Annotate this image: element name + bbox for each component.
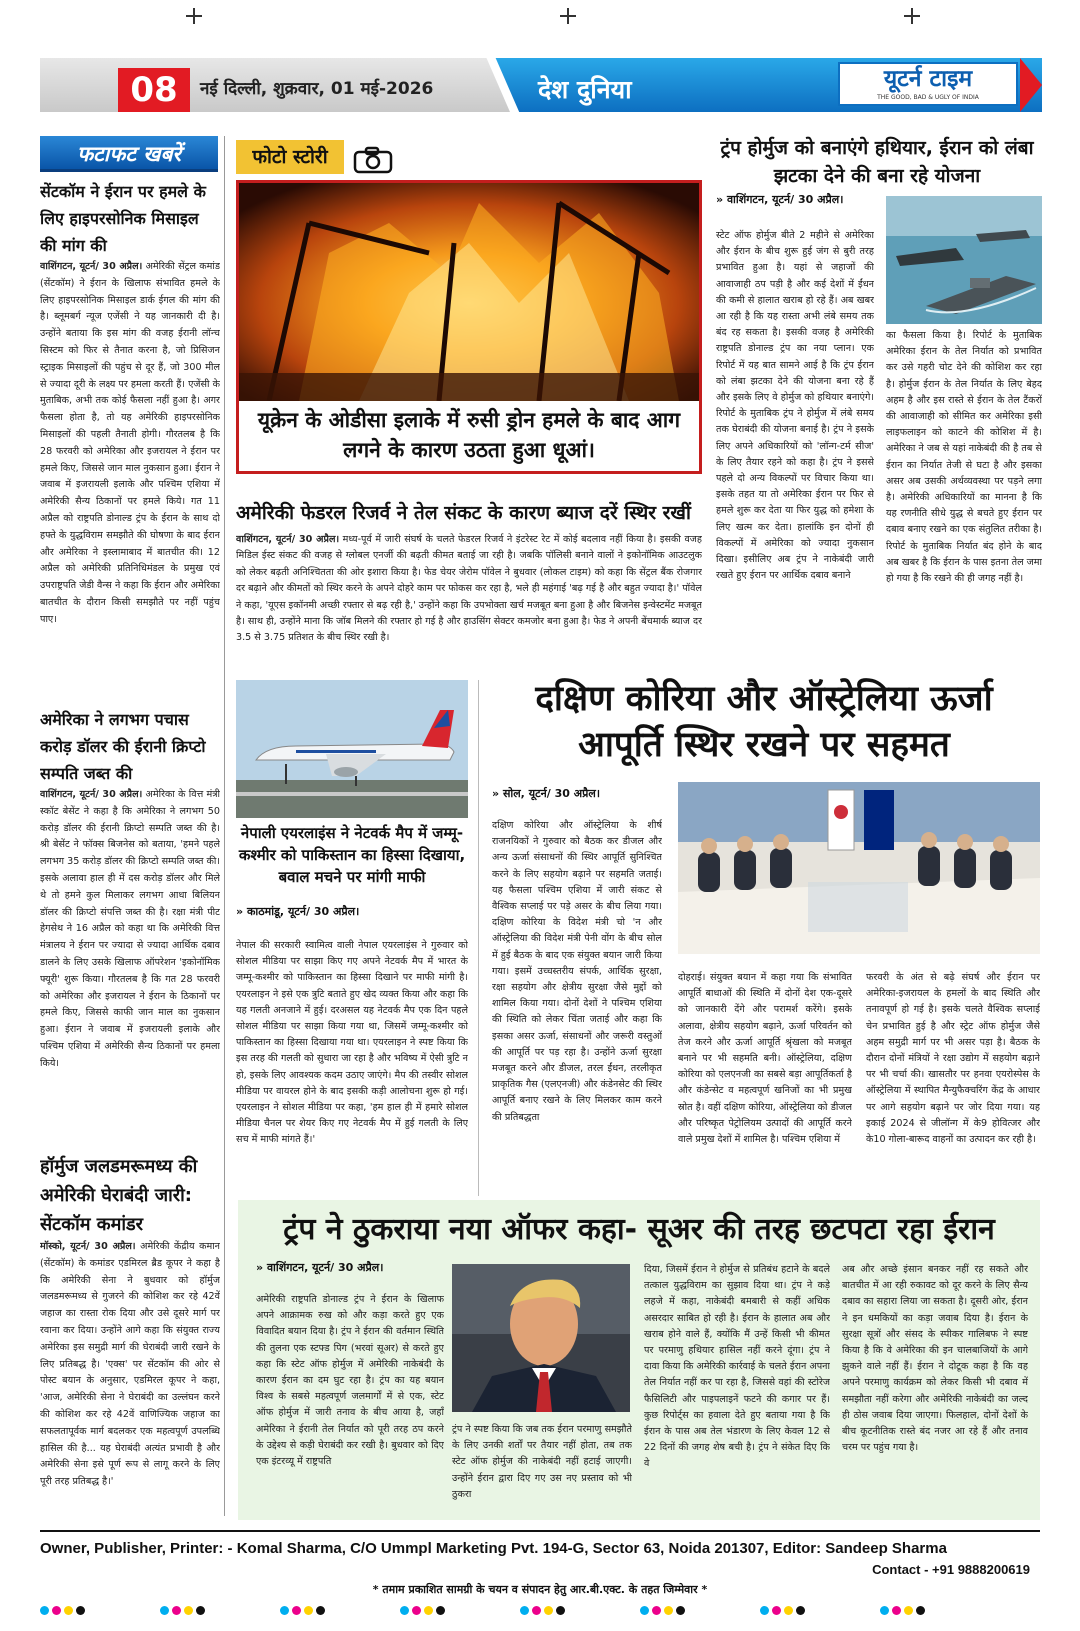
- article-dateline: मॉस्को, यूटर्न/ 30 अप्रैल।: [40, 1241, 136, 1252]
- masthead-arrow-icon: [1020, 58, 1042, 112]
- footer-note: * तमाम प्रकाशित सामग्री के चयन व संपादन हेतु आर.बी.एक्ट. के तहत जिम्मेवार *: [372, 1583, 708, 1596]
- korea-column-1: दक्षिण कोरिया और ऑस्ट्रेलिया के शीर्ष राजनयिकों ने गुरुवार को बैठक कर डीजल और अन्य ऊर्जा संसाधनों की स्थिर आपूर्ति सुनिश्चित करने के लिए सहयोग बढ़ाने पर सहमति जताई। यह फैसला पश्चिम एशिया में जारी संकट से वैश्विक सप्लाई पर पड़े असर के बीच लिया गया। दक्षिण कोरिया के विदेश मंत्री चो 'न और ऑस्ट्रेलिया की विदेश मंत्री पेनी वोंग के बीच सोल में हुई बैठक के बाद एक संयुक्त बयान जारी किया गया। इसमें उच्चस्तरीय संपर्क, आर्थिक सुरक्षा, रक्षा सहयोग और क्षेत्रीय सुरक्षा जैसे मुद्दों को शामिल किया गया। दोनों देशों ने पश्चिम एशिया की स्थिति को लेकर चिंता जताई और कहा कि इसका असर ऊर्जा, संसाधनों और जरूरी वस्तुओं की आपूर्ति पर पड़ रहा है। उन्होंने ऊर्जा सुरक्षा मजबूत करने और डीजल, तरल ईंधन, तरलीकृत प्राकृतिक गैस (एलएनजी) और कंडेनसेट की स्थिर आपूर्ति बनाए रखने के लिए मिलकर काम करने की प्रतिबद्धता: [492, 820, 662, 1123]
- article-dateline: वाशिंगटन, यूटर्न/ 30 अप्रैल।: [40, 789, 143, 800]
- page-number: 08: [118, 68, 190, 112]
- article-headline: हॉर्मुज जलडमरूमध्य की अमेरिकी घेराबंदी जारी: सेंटकॉम कमांडर: [40, 1156, 198, 1235]
- footer-contact: Contact - +91 9888200619: [872, 1562, 1030, 1577]
- crosshair-icon: [560, 8, 576, 24]
- trump-photo: [452, 1264, 630, 1412]
- airplane-photo: [236, 680, 468, 818]
- article-body: [40, 787, 220, 1073]
- trump-column-1: अमेरिकी राष्ट्रपति डोनाल्ड ट्रंप ने ईरान के खिलाफ अपने आक्रामक रुख को और कड़ा करते हुए एक विवादित बयान दिया है। ट्रंप ने ईरान की वर्तमान स्थिति की तुलना एक स्टफ्ड पिग (भरवां सूअर) से करते हुए कहा कि स्टेट ऑफ होर्मुज में अमेरिकी नाकेबंदी के कारण ईरान का दम घुट रहा है। ट्रंप का यह बयान विश्व के सबसे महत्वपूर्ण जलमार्गों में से एक, स्टेट ऑफ होर्मुज में जारी तनाव के बीच आया है, जहाँ अमेरिका ने ईरानी तेल निर्यात को पूरी तरह ठप करने के उद्देश्य से कड़ी घेराबंदी कर रखी है। बुधवार को दिए एक इंटरव्यू में राष्ट्रपति: [256, 1294, 444, 1468]
- trump-article-headline: ट्रंप ने ठुकराया नया ऑफर कहा- सूअर की तरह छटपटा रहा ईरान: [283, 1212, 995, 1247]
- article-headline: अमेरिका ने लगभग पचास करोड़ डॉलर की ईरानी क्रिप्टो सम्पति जब्त की: [40, 710, 206, 783]
- crosshair-icon: [904, 8, 920, 24]
- trump-column-3: दिया, जिसमें ईरान ने होर्मुज से प्रतिबंध हटाने के बदले तत्काल युद्धविराम का सुझाव दिया था। ट्रंप ने कड़े लहजे में कहा, नाकेबंदी बमबारी से कहीं अधिक असरदार साबित हो रही है। ईरान के हालात अब और खराब होने वाले हैं, क्योंकि मैं उन्हें किसी भी कीमत पर परमाणु हथियार हासिल नहीं करने दूंगा। ट्रंप ने दावा किया कि अमेरिकी कार्रवाई के चलते ईरान अपना तेल निर्यात नहीं कर पा रहा है, जिससे वहां की स्टोरेज फैसिलिटी और पाइपलाइनें फटने की कगार पर हैं। कुछ रिपोर्ट्स का हवाला देते हुए बताया गया है कि ईरान के पास अब तेल भंडारण के लिए केवल 12 से 22 दिनों की जगह शेष बची है। ट्रंप ने संकेत दिए कि वे: [644, 1264, 830, 1470]
- article-text: अमेरिका के वित्त मंत्री स्कॉट बेसेंट ने कहा है कि अमेरिका ने लगभग 50 करोड़ डॉलर की ईरानी क्रिप्टो सम्पति जब्त की है। श्री बेसेंट ने फॉक्स बिजनेस को बताया, 'हमने पहले लगभग 35 करोड़ डॉलर की क्रिप्टो सम्पति जब्त की। इसके अलावा हाल ही में दस करोड़ डॉलर और मिले थे तो हमने कुल मिलाकर लगभग आधा बिलियन डॉलर की क्रिप्टो संपत्ति जब्त की है। रक्षा मंत्री पीट हेगसेथ ने 16 अप्रैल को कहा था कि अमेरिकी वित्त मंत्रालय ने ईरान पर ज्यादा से ज्यादा आर्थिक दबाव डालने के लिए उसके खिलाफ ऑपरेशन 'इकोनॉमिक फ्यूरी' शुरू किया। गौरतलब है कि गत 28 फरवरी को अमेरिका और इजरायल ने ईरान के ठिकानों पर हमले किए, जिससे काफी जान माल का नुकसान हुआ। ईरान ने जवाब में इजरायली इलाके और पश्चिम एशिया में अमेरिकी सैन्य ठिकानों पर हमला किये।: [40, 789, 220, 1069]
- article-dateline: वाशिंगटन, यूटर्न/ 30 अप्रैल।: [236, 534, 340, 545]
- photo-story-label: फोटो स्टोरी: [236, 140, 344, 174]
- article-body: [40, 1239, 220, 1491]
- color-dots-icon: [400, 1606, 445, 1615]
- article-dateline: » वाशिंगटन, यूटर्न/ 30 अप्रैल।: [256, 1261, 384, 1274]
- dateline-text: सोल, यूटर्न/ 30 अप्रैल।: [502, 787, 600, 800]
- color-dots-icon: [40, 1606, 85, 1615]
- camera-icon: [353, 146, 393, 174]
- left-article-2: [40, 700, 220, 1146]
- color-dots-icon: [160, 1606, 205, 1615]
- fed-article-body: [236, 532, 702, 662]
- color-dots-icon: [640, 1606, 685, 1615]
- logo-text: यूटर्न टाइम: [883, 66, 973, 92]
- color-dots-icon: [280, 1606, 325, 1615]
- color-dots-icon: [520, 1606, 565, 1615]
- fire-photo: [239, 183, 699, 401]
- trump-column-4: अब और अच्छे इंसान बनकर नहीं रह सकते और बातचीत में आ रही रुकावट को दूर करने के लिए सैन्य दबाव का सहारा लिया जा सकता है। दूसरी ओर, ईरान ने इन धमकियों का कड़ा जवाब दिया है। ईरान के सुरक्षा सूत्रों और संसद के स्पीकर गालिबफ ने स्पष्ट किया है कि वे अमेरिका की इन चालबाजियों के आगे झुकने वाले नहीं हैं। ईरान ने दोटूक कहा है कि वह अपने परमाणु कार्यक्रम को लेकर किसी भी दबाव में समझौता नहीं करेगा और अमेरिकी नाकेबंदी का जल्द ही ठोस जवाब दिया जाएगा। फिलहाल, दोनों देशों के बीच कूटनीतिक रास्ते बंद नजर आ रहे हैं और तनाव चरम पर पहुंच गया है।: [842, 1264, 1028, 1454]
- registration-marks-top: [0, 8, 1080, 28]
- dateline-text: वाशिंगटन, यूटर्न/ 30 अप्रैल।: [726, 193, 844, 206]
- left-article-1: [40, 172, 220, 700]
- fed-article-headline: अमेरिकी फेडरल रिजर्व ने तेल संकट के कारण ब्याज दरें स्थिर रखीं: [236, 502, 691, 524]
- diplomats-meeting-photo: [678, 782, 1040, 954]
- korea-column-2: दोहराई। संयुक्त बयान में कहा गया कि संभावित आपूर्ति बाधाओं की स्थिति में दोनों देश एक-दूसरे को जानकारी देंगे और परामर्श करेंगे। इसके अलावा, क्षेत्रीय सहयोग बढ़ाने, ऊर्जा परिवर्तन को तेज करने और ऊर्जा आपूर्ति श्रृंखला को मजबूत बनाने पर भी सहमति बनी। ऑस्ट्रेलिया, दक्षिण कोरिया को एलएनजी का सबसे बड़ा आपूर्तिकर्ता है और कंडेन्सेट व महत्वपूर्ण खनिजों का भी प्रमुख स्रोत है। वहीं दक्षिण कोरिया, ऑस्ट्रेलिया को डीजल और परिष्कृत पेट्रोलियम उत्पादों की आपूर्ति करने वाले प्रमुख देशों में शामिल है। पश्चिम एशिया में: [678, 972, 852, 1146]
- column-divider: [478, 680, 479, 1196]
- newspaper-logo: [838, 62, 1018, 106]
- section-title: देश दुनिया: [538, 75, 632, 104]
- trump-column-2: ट्रंप ने स्पष्ट किया कि जब तक ईरान परमाणु समझौते के लिए उनकी शर्तों पर तैयार नहीं होता, तब तक स्टेट ऑफ होर्मुज की नाकेबंदी नहीं हटाई जाएगी। उन्होंने ईरान द्वारा दिए गए उस नए प्रस्ताव को भी ठुकरा: [452, 1424, 632, 1500]
- nepal-article-body: नेपाल की सरकारी स्वामित्व वाली नेपाल एयरलाइंस ने गुरुवार को सोशल मीडिया पर साझा किए गए अपने नेटवर्क मैप में भारत के जम्मू-कश्मीर को पाकिस्तान का हिस्सा दिखाने पर माफी मांगी है। एयरलाइन ने इसे एक त्रुटि बताते हुए खेद व्यक्त किया और कहा कि यह गलती अनजाने में हुई। दरअसल यह नेटवर्क मैप एक दिन पहले सोशल मीडिया पर साझा किया गया था, जिसमें जम्मू-कश्मीर को पाकिस्तान का हिस्सा दिखाया गया था। एयरलाइन ने स्पष्ट किया कि इस तरह की गलती को सुधारा जा रहा है और भविष्य में ऐसी त्रुटि न हो, इसके लिए आवश्यक कदम उठाए जाएंगे। मैप की तस्वीर सोशल मीडिया पर वायरल होने के बाद इसकी कड़ी आलोचना शुरू हो गई। एयरलाइन ने सोशल मीडिया पर कहा, 'हम हाल ही में हमारे सोशल मीडिया चैनल पर शेयर किए गए नेटवर्क मैप में हुई गलती के लिए सच में माफी मांगते हैं।': [236, 940, 468, 1146]
- korea-article-headline: दक्षिण कोरिया और ऑस्ट्रेलिया ऊर्जा आपूर्ति स्थिर रखने पर सहमत: [535, 679, 993, 765]
- footer-owner-line: Owner, Publisher, Printer: - Komal Sharma, C/O Ummpl Marketing Pvt. 194-G, Sector 63, Noida 201307, Editor: Sandeep Sharma: [40, 1540, 947, 1557]
- quick-news-heading: फटाफट खबरें: [40, 136, 218, 172]
- article-dateline: » काठमांडू, यूटर्न/ 30 अप्रैल।: [236, 905, 360, 918]
- dateline-text: वाशिंगटन, यूटर्न/ 30 अप्रैल।: [266, 1261, 384, 1274]
- photo-story-frame: [236, 180, 702, 474]
- dateline: नई दिल्ली, शुक्रवार, 01 मई-2026: [200, 79, 434, 99]
- article-headline: सेंटकॉम ने ईरान पर हमले के लिए हाइपरसोनिक मिसाइल की मांग की: [40, 182, 206, 255]
- article-body: [40, 259, 220, 629]
- color-dots-icon: [880, 1606, 925, 1615]
- column-divider: [224, 136, 225, 1516]
- hormuz-column-2: का फैसला किया है। रिपोर्ट के मुताबिक अमेरिका ईरान के तेल निर्यात को प्रभावित कर उसे गहरी चोट देने की कोशिश कर रहा है। होर्मुज ईरान के तेल निर्यात के लिए बेहद अहम है और इस रास्ते से ईरान के तेल टैंकरों की आवाजाही को सीमित कर अमेरिका इसी लाइफलाइन को काटने की कोशिश में है। अमेरिका ने जब से यहां नाकेबंदी की है तब से ईरान का निर्यात तेजी से घटा है और इसका असर अब उसकी अर्थव्यवस्था पर पड़ने लगा है। अमेरिकी अधिकारियों का मानना है कि यह रणनीति सीधे युद्ध से बचते हुए ईरान पर दबाव बनाए रखने का एक संतुलित तरीका है। रिपोर्ट के मुताबिक निर्यात बंद होने के बाद अब खबर है कि ईरान के पास इतना तेल जमा हो गया है कि रखने की ही जगह नहीं है।: [886, 330, 1042, 585]
- article-text: मध्य-पूर्व में जारी संघर्ष के चलते फेडरल रिजर्व ने इंटरेस्ट रेट में कोई बदलाव नहीं किया है। इसकी वजह मिडिल ईस्ट संकट की वजह से ग्लोबल एनर्जी की बढ़ती कीमत बताई जा रही है। जबकि पॉलिसी बनाने वालों ने इकोनॉमिक आउटलुक को लेकर बढ़ती अनिश्चितता की ओर इशारा किया है। फेड चेयर जेरोम पॉवेल ने बुधवार (लोकल टाइम) को कहा कि सेंट्रल बैंक रोजगार दर बढ़ाने और कीमतों को स्थिर करने के अपने दोहरे काम पर फोकस कर रहा है, भले ही महंगाई 'बढ़ गई है और बहुत ज्यादा है।' पॉवेल ने कहा, 'यूएस इकॉनमी अच्छी रफ्तार से बढ़ रही है,' उन्होंने कहा कि उपभोक्ता खर्च मजबूत बना हुआ है और बिजनेस इन्वेस्टमेंट मजबूत है। साथ ही, उन्होंने माना कि जॉब मिलने की रफ्तार हो गई है और हाउसिंग सेक्टर कमजोर बना हुआ है। फेड ने अपनी बेंचमार्क ब्याज दर 3.5 से 3.75 प्रतिशत के बीच स्थिर रखी है।: [236, 534, 702, 644]
- hormuz-article-headline: ट्रंप होर्मुज को बनाएंगे हथियार, ईरान को लंबा झटका देने की बना रहे योजना: [720, 137, 1034, 187]
- korea-column-3: फरवरी के अंत से बढ़े संघर्ष और ईरान पर अमेरिका-इजरायल के हमलों के बाद स्थिति और तनावपूर्ण हो गई है। इसके चलते वैश्विक सप्लाई चेन प्रभावित हुई है और स्ट्रेट ऑफ होर्मुज जैसे अहम समुद्री मार्ग पर भी असर पड़ा है। बैठक के दौरान दोनों मंत्रियों ने रक्षा उद्योग में सहयोग बढ़ाने पर भी चर्चा की। खासतौर पर हनवा एयरोस्पेस के ऑस्ट्रेलिया में स्थापित मैन्युफैक्चरिंग केंद्र के आधार पर आगे सहयोग बढ़ाने पर जोर दिया गया। यह इकाई 2024 से जीलॉन्ग में के9 होवित्जर और के10 गोला-बारूद वाहनों का उत्पादन कर रही है।: [866, 972, 1040, 1146]
- left-news-column: [40, 136, 220, 1518]
- crosshair-icon: [186, 8, 202, 24]
- article-dateline: » वाशिंगटन, यूटर्न/ 30 अप्रैल।: [716, 193, 844, 206]
- left-article-3: [40, 1146, 220, 1518]
- article-text: अमेरिकी सेंट्रल कमांड (सेंटकॉम) ने ईरान के खिलाफ संभावित हमले के लिए हाइपरसोनिक मिसाइल डार्क ईगल की मांग की है। ब्लूमबर्ग न्यूज एजेंसी ने यह जानकारी दी है। उन्होंने बताया कि इस मांग की वजह ईरानी लॉन्च सिस्टम को फिर से तैनात करना है, जो प्रिसिजन स्ट्राइक मिसाइलों की पहुंच से दूर हैं, जो 300 मील से ज्यादा दूरी के लक्ष्य पर हमला करती हैं। एजेंसी के मुताबिक, अभी तक कोई फैसला नहीं हुआ है। अगर फैसला होता है, तो यह अमेरिकी हाइपरसोनिक मिसाइलों की पहली तैनाती होगी। गौरतलब है कि 28 फरवरी को अमेरिका और इजरायल ने ईरान पर हमले किए, जिससे जान माल नुकसान हुआ। ईरान ने जवाब में इजरायली इलाके और पश्चिम एशिया में अमेरिकी सैन्य ठिकानों पर हमले किये। गत 11 अप्रैल को राष्ट्रपति डोनाल्ड ट्रंप के ईरान के साथ दो हफ्ते के युद्धविराम समझौते की घोषणा के बाद ईरान और अमेरिका ने इस्लामाबाद में बातचीत की। 12 अप्रैल को अमेरिकी प्रतिनिधिमंडल के प्रमुख एवं उपराष्ट्रपति जेडी वैन्स ने कहा कि ईरान और अमेरिका बातचीत के दौरान किसी समझौते पर नहीं पहुंच पाए।: [40, 261, 220, 625]
- article-text: अमेरिकी केंद्रीय कमान (सेंटकॉम) के कमांडर एडमिरल ब्रैड कूपर ने कहा है कि अमेरिकी सेना ने बुधवार को हॉर्मुज जलडमरूमध्य से गुजरने की कोशिश कर रहे 42वें जहाज का रास्ता रोक दिया और उसे दूसरे मार्ग पर रवाना कर दिया। उन्होंने आगे कहा कि संयुक्त राज्य अमेरिका इस समुद्री मार्ग की घेराबंदी जारी रखने के लिए प्रतिबद्ध है। 'एक्स' पर सेंटकॉम की ओर से पोस्ट बयान के अनुसार, एडमिरल कूपर ने कहा, 'आज, अमेरिकी सेना ने घेराबंदी का उल्लंघन करने की कोशिश कर रहे 42वें वाणिज्यिक जहाज का सफलतापूर्वक मार्ग बदलकर एक महत्वपूर्ण उपलब्धि हासिल की है... यह घेराबंदी अत्यंत प्रभावी है और अमेरिकी सेना इसे पूर्ण रूप से लागू करने के लिए पूरी तरह प्रतिबद्ध है।': [40, 1241, 220, 1488]
- warship-photo: [886, 196, 1042, 324]
- footer-rule: [40, 1530, 1040, 1532]
- hormuz-column-1: स्टेट ऑफ होर्मुज बीते 2 महीने से अमेरिका और ईरान के बीच शुरू हुई जंग से बुरी तरह प्रभावित हुआ है। यहां से जहाजों की आवाजाही ठप पड़ी है और कई देशों में ईंधन की कमी से हालात खराब हो रहे हैं। अब खबर आ रही है कि यह रास्ता अभी लंबे समय तक बंद रह सकता है। इसकी वजह है अमेरिकी राष्ट्रपति डोनाल्ड ट्रंप का नया प्लान। एक रिपोर्ट में यह बात सामने आई है कि ट्रंप ईरान को लंबा झटका देने की योजना बना रहे हैं और इसके लिए वे होर्मुज को हथियार बनाएंगे। रिपोर्ट के मुताबिक ट्रंप ने होर्मुज में लंबे समय तक घेराबंदी की योजना बनाई है। ट्रंप ने इसके लिए अपने अधिकारियों को 'लॉन्ग-टर्म सीज' के लिए तैयार रहने को कहा है। ट्रंप ने इससे पहले दो अन्य विकल्पों पर विचार किया था। इसके तहत या तो अमेरिका ईरान पर फिर से हमले शुरू कर देता या फिर युद्ध को हमेशा के लिए खत्म कर देता। हालांकि इन दोनों ही विकल्पों में अमेरिका को ज्यादा नुकसान दिखा। इसीलिए अब ट्रंप ने नाकेबंदी जारी रखते हुए ईरान पर आर्थिक दबाव बनाने: [716, 230, 874, 582]
- nepal-article-headline: नेपाली एयरलाइंस ने नेटवर्क मैप में जम्मू-कश्मीर को पाकिस्तान का हिस्सा दिखाया, बवाल मचने पर मांगी माफी: [238, 824, 466, 886]
- logo-tagline: THE GOOD, BAD & UGLY OF INDIA: [877, 94, 979, 101]
- photo-caption: यूक्रेन के ओडीसा इलाके में रुसी ड्रोन हमले के बाद आग लगने के कारण उठता हुआ धूआं।: [257, 408, 681, 462]
- article-dateline: » सोल, यूटर्न/ 30 अप्रैल।: [492, 787, 600, 800]
- trump-article-box: [238, 1200, 1040, 1520]
- color-dots-icon: [760, 1606, 805, 1615]
- dateline-text: काठमांडू, यूटर्न/ 30 अप्रैल।: [246, 905, 360, 918]
- registration-marks-bottom: [0, 1606, 1080, 1626]
- masthead: [40, 58, 1040, 112]
- article-dateline: वाशिंगटन, यूटर्न/ 30 अप्रैल।: [40, 261, 143, 272]
